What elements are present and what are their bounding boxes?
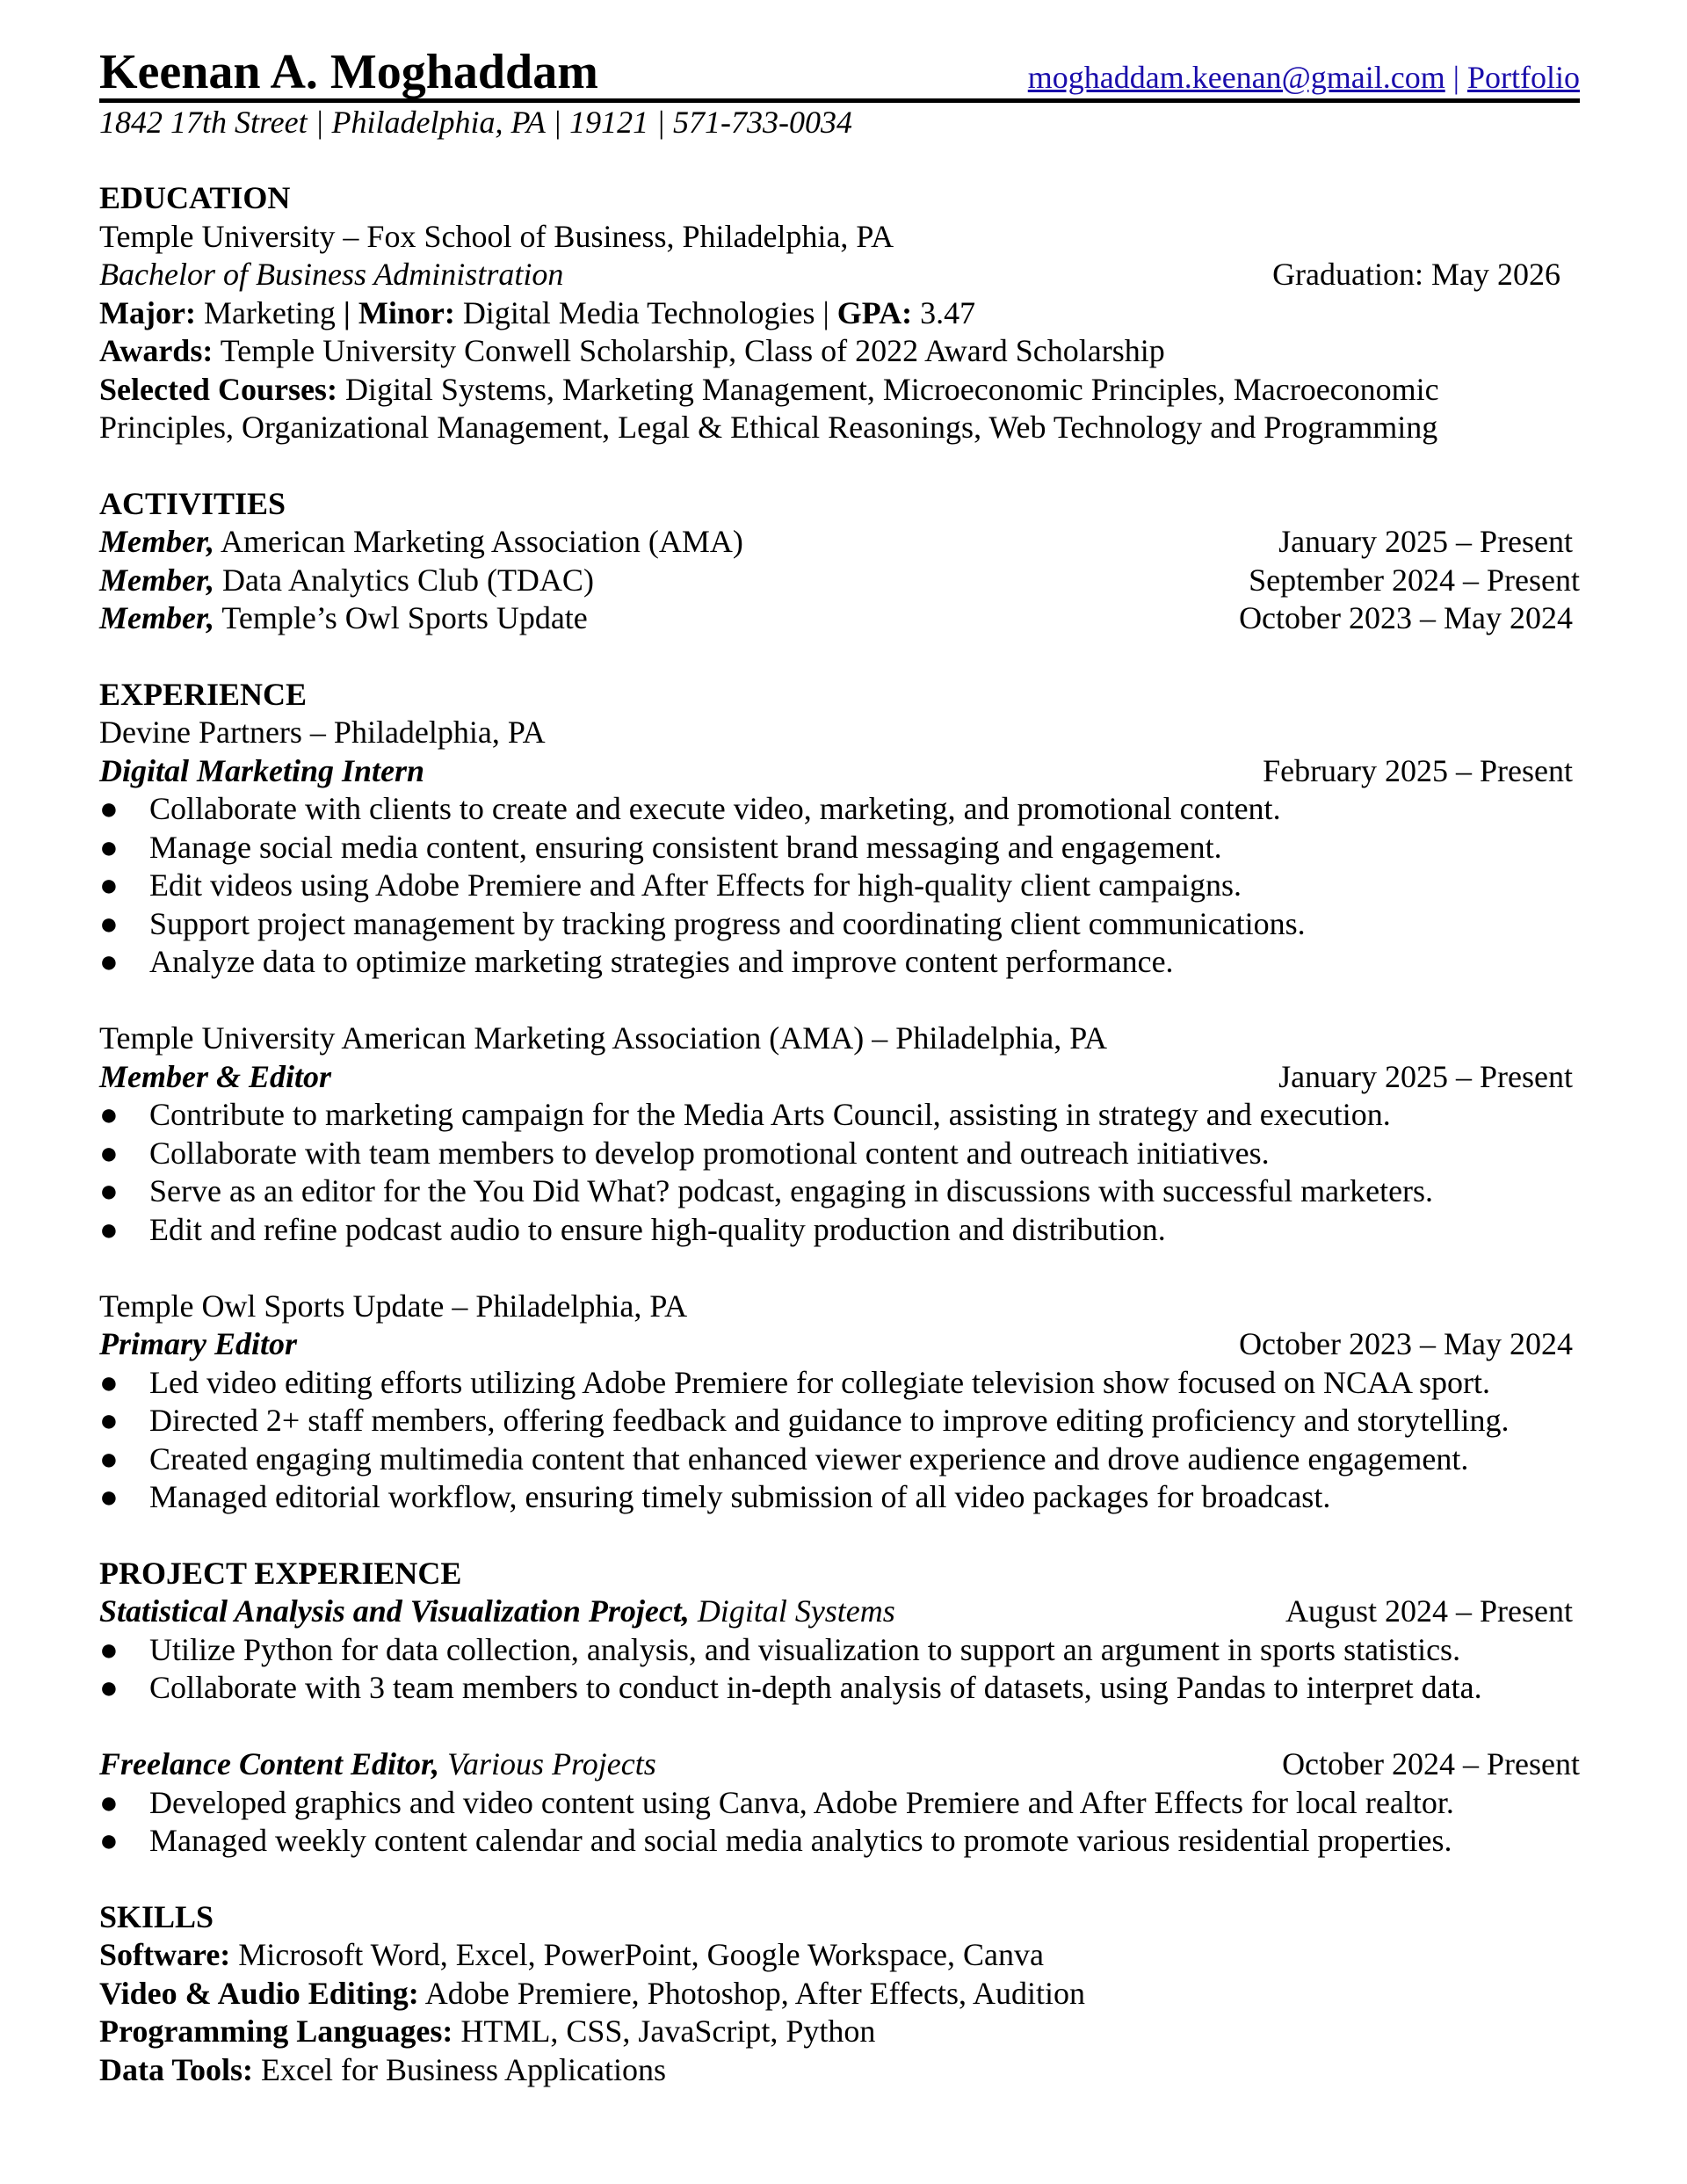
skills-list (99, 1936, 1580, 2089)
bullet-item (99, 905, 1580, 944)
activities-list (99, 523, 1580, 638)
job-title: Member & Editor (99, 1058, 332, 1094)
activity-left (99, 562, 594, 600)
activity-left (99, 599, 588, 638)
candidate-name: Keenan A. Moghaddam (99, 45, 598, 99)
bullet-icon: ● (99, 829, 119, 865)
job-title: Digital Marketing Intern (99, 752, 425, 788)
bullet-text: Managed editorial workflow, ensuring timely submission of all video packages for broadcast. (149, 1479, 1331, 1514)
bullet-text: Edit and refine podcast audio to ensure high-quality production and distribution. (149, 1211, 1166, 1247)
education-awards-row (99, 332, 1580, 371)
bullet-list (99, 1631, 1580, 1708)
education-graduation: Graduation: May 2026 (1272, 257, 1560, 292)
bullet-icon: ● (99, 1364, 119, 1400)
job-org: Devine Partners – Philadelphia, PA (99, 715, 546, 750)
bullet-item (99, 1478, 1580, 1517)
activity-left (99, 523, 743, 562)
skill-value: Adobe Premiere, Photoshop, After Effects, Audition (424, 1975, 1085, 2011)
bullet-icon: ● (99, 1670, 119, 1705)
job-dates: February 2025 – Present (1263, 752, 1573, 788)
email-link[interactable]: moghaddam.keenan@gmail.com (1027, 60, 1445, 95)
bullet-text: Developed graphics and video content using Canva, Adobe Premiere and After Effects for local realtor. (149, 1784, 1454, 1820)
skill-label: Software: (99, 1937, 231, 1972)
bullet-list (99, 1784, 1580, 1861)
minor-label: | Minor: (343, 294, 455, 330)
bullet-item (99, 1440, 1580, 1479)
bullet-icon: ● (99, 1097, 119, 1132)
bullet-text: Directed 2+ staff members, offering feedback and guidance to improve editing proficiency and storytelling. (149, 1403, 1510, 1438)
activity-org: American Marketing Association (AMA) (221, 524, 743, 559)
skill-label: Programming Languages: (99, 2013, 453, 2049)
portfolio-link[interactable]: Portfolio (1466, 60, 1580, 95)
bullet-icon: ● (99, 1479, 119, 1514)
bullet-item (99, 1135, 1580, 1173)
bullet-text: Collaborate with 3 team members to conduct in-depth analysis of datasets, using Pandas to interpret data. (149, 1670, 1482, 1705)
project-dates: August 2024 – Present (1285, 1593, 1573, 1629)
awards-value: Temple University Conwell Scholarship, Class of 2022 Award Scholarship (220, 333, 1165, 368)
bullet-text: Managed weekly content calendar and social media analytics to promote various residential properties. (149, 1823, 1452, 1858)
skill-label: Data Tools: (99, 2051, 254, 2087)
job-title-row (99, 1325, 1580, 1364)
activity-dates: October 2023 – May 2024 (1239, 600, 1573, 635)
bullet-item (99, 1822, 1580, 1861)
project-title-row (99, 1745, 1580, 1784)
spacer (99, 982, 1580, 1020)
job-title-row (99, 1058, 1580, 1097)
bullet-list (99, 1364, 1580, 1517)
gpa-label: GPA: (836, 294, 913, 330)
spacer (99, 1708, 1580, 1746)
education-courses-row (99, 371, 1558, 447)
gpa-value: 3.47 (920, 294, 976, 330)
education-degree-row (99, 256, 1580, 294)
activities-heading: ACTIVITIES (99, 485, 286, 521)
bullet-text: Edit videos using Adobe Premiere and After Effects for high-quality client campaigns. (149, 867, 1242, 903)
bullet-item (99, 1211, 1580, 1250)
bullet-text: Contribute to marketing campaign for the Media Arts Council, assisting in strategy and execution. (149, 1097, 1391, 1132)
project-context: Various Projects (447, 1746, 656, 1781)
education-school: Temple University – Fox School of Business, Philadelphia, PA (99, 218, 894, 254)
experience-list (99, 714, 1580, 1517)
project-left (99, 1745, 656, 1784)
skill-value: Microsoft Word, Excel, PowerPoint, Google Workspace, Canva (238, 1937, 1044, 1972)
bullet-icon: ● (99, 944, 119, 979)
activity-org: Temple’s Owl Sports Update (221, 600, 588, 635)
bullet-text: Collaborate with team members to develop promotional content and outreach initiatives. (149, 1135, 1270, 1171)
resume-page (99, 44, 1580, 2089)
contact-separator: | (1452, 60, 1459, 95)
job-dates: October 2023 – May 2024 (1239, 1326, 1573, 1361)
skills-heading: SKILLS (99, 1898, 214, 1934)
education-heading: EDUCATION (99, 180, 291, 215)
major-value: Marketing (203, 294, 336, 330)
bullet-item (99, 1096, 1580, 1135)
skill-value: Excel for Business Applications (261, 2051, 666, 2087)
bullet-text: Created engaging multimedia content that enhanced viewer experience and drove audience engagement. (149, 1440, 1469, 1477)
job-org: Temple Owl Sports Update – Philadelphia, PA (99, 1288, 688, 1324)
bullet-item (99, 1402, 1580, 1440)
activity-row (99, 599, 1580, 638)
skill-value: HTML, CSS, JavaScript, Python (460, 2013, 876, 2049)
major-label: Major: (99, 294, 196, 330)
activity-dates: September 2024 – Present (1249, 562, 1580, 598)
address-line: 1842 17th Street | Philadelphia, PA | 19121 | 571-733-0034 (99, 105, 852, 140)
job-org: Temple University American Marketing Association (AMA) – Philadelphia, PA (99, 1020, 1107, 1056)
minor-value: Digital Media Technologies | (462, 294, 829, 330)
bullet-icon: ● (99, 867, 119, 903)
activity-row (99, 562, 1580, 600)
bullet-text: Analyze data to optimize marketing strategies and improve content performance. (149, 944, 1174, 979)
job-dates: January 2025 – Present (1278, 1058, 1573, 1094)
skill-label: Video & Audio Editing: (99, 1975, 419, 2011)
project-title: Freelance Content Editor, (99, 1746, 440, 1781)
project-left (99, 1593, 895, 1631)
education-degree: Bachelor of Business Administration (99, 257, 564, 292)
bullet-item (99, 867, 1580, 905)
bullet-icon: ● (99, 1173, 119, 1208)
activity-role: Member, (99, 524, 214, 559)
project-dates: October 2024 – Present (1282, 1746, 1580, 1781)
project-title-row (99, 1593, 1580, 1631)
bullet-text: Led video editing efforts utilizing Adobe Premiere for collegiate television show focused on NCAA sport. (149, 1364, 1491, 1400)
bullet-item (99, 1784, 1580, 1823)
skill-row (99, 2013, 1580, 2051)
courses-value: Digital Systems, Marketing Management, Microeconomic Principles, Macroeconomic Principles, Organizational Management, Legal & Ethical Reasonings, Web Technology and Programming (99, 371, 1439, 445)
activity-org: Data Analytics Club (TDAC) (222, 562, 594, 598)
bullet-item (99, 1172, 1580, 1211)
bullet-item (99, 790, 1580, 829)
spacer (99, 1249, 1580, 1288)
bullet-icon: ● (99, 1211, 119, 1247)
courses-label: Selected Courses: (99, 371, 337, 407)
bullet-text: Support project management by tracking progress and coordinating client communications. (149, 905, 1306, 941)
bullet-icon: ● (99, 1823, 119, 1858)
contact-links (1028, 59, 1580, 98)
bullet-icon: ● (99, 1784, 119, 1820)
job-title: Primary Editor (99, 1326, 298, 1361)
bullet-icon: ● (99, 1403, 119, 1438)
bullet-text: Utilize Python for data collection, analysis, and visualization to support an argument in sports statistics. (149, 1631, 1461, 1667)
bullet-icon: ● (99, 905, 119, 941)
project-context: Digital Systems (697, 1593, 895, 1629)
skill-row (99, 2051, 1580, 2090)
bullet-item (99, 829, 1580, 867)
bullet-icon: ● (99, 1440, 119, 1477)
bullet-icon: ● (99, 1631, 119, 1667)
bullet-text: Manage social media content, ensuring consistent brand messaging and engagement. (149, 829, 1222, 865)
bullet-text: Serve as an editor for the You Did What? podcast, engaging in discussions with successful marketers. (149, 1173, 1434, 1208)
bullet-item (99, 1631, 1580, 1670)
projects-list (99, 1593, 1580, 1861)
activity-dates: January 2025 – Present (1278, 524, 1573, 559)
job-title-row (99, 752, 1580, 791)
activity-row (99, 523, 1580, 562)
skill-row (99, 1936, 1580, 1975)
bullet-list (99, 790, 1580, 982)
experience-heading: EXPERIENCE (99, 676, 308, 712)
bullet-item (99, 1364, 1580, 1403)
bullet-item (99, 943, 1580, 982)
bullet-text: Collaborate with clients to create and execute video, marketing, and promotional content. (149, 791, 1281, 826)
project-title: Statistical Analysis and Visualization Project, (99, 1593, 690, 1629)
bullet-icon: ● (99, 1135, 119, 1171)
projects-heading: PROJECT EXPERIENCE (99, 1555, 462, 1591)
bullet-item (99, 1669, 1580, 1708)
activity-role: Member, (99, 600, 214, 635)
resume-header (99, 44, 1580, 100)
activity-role: Member, (99, 562, 214, 598)
bullet-list (99, 1096, 1580, 1249)
awards-label: Awards: (99, 333, 214, 368)
bullet-icon: ● (99, 791, 119, 826)
education-major-row (99, 294, 1580, 333)
skill-row (99, 1975, 1580, 2013)
